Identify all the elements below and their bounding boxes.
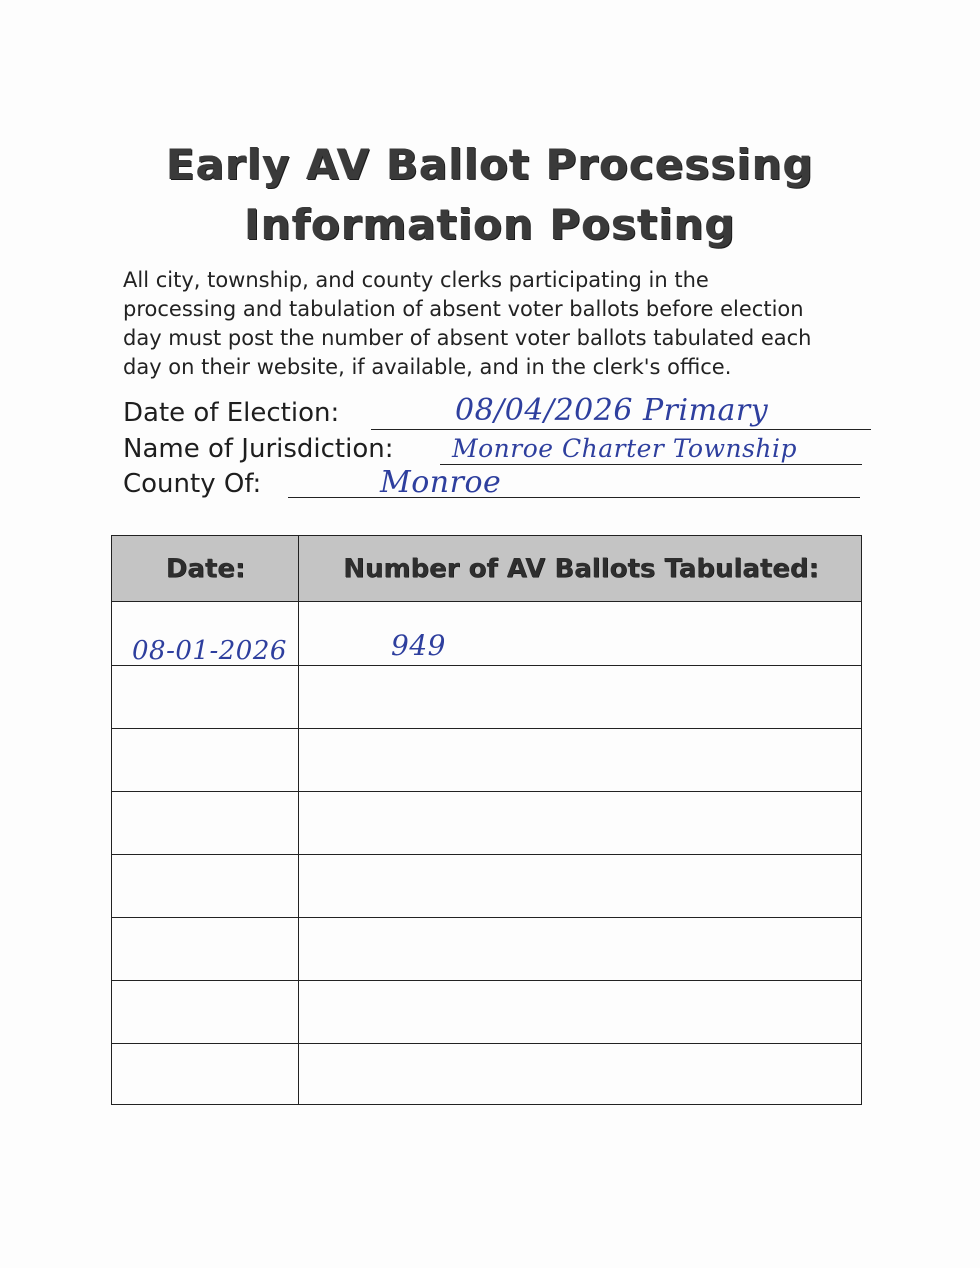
county-value[interactable]: Monroe <box>380 465 502 500</box>
form-title-line-1: Early AV Ballot Processing <box>166 140 814 189</box>
count-cell[interactable] <box>299 792 863 854</box>
instructions-line: day on their website, if available, and in the clerk's office. <box>123 355 732 379</box>
table-row <box>112 602 861 666</box>
date-of-election-label: Date of Election: <box>123 398 340 428</box>
date-cell[interactable] <box>112 792 299 854</box>
column-divider <box>298 536 299 1104</box>
instructions-line: All city, township, and county clerks participating in the <box>123 268 709 292</box>
count-cell[interactable] <box>299 666 863 728</box>
form-title-line-2: Information Posting <box>244 200 736 249</box>
jurisdiction-label: Name of Jurisdiction: <box>123 434 394 464</box>
instructions-paragraph <box>123 266 868 382</box>
table-header <box>112 536 861 602</box>
date-cell-value: 08-01-2026 <box>132 636 287 666</box>
instructions-line: processing and tabulation of absent voter ballots before election <box>123 297 804 321</box>
table-row <box>112 729 861 792</box>
table-row <box>112 855 861 918</box>
count-cell[interactable] <box>299 602 863 665</box>
count-cell[interactable] <box>299 981 863 1043</box>
date-cell[interactable] <box>112 602 299 665</box>
table-row <box>112 981 861 1044</box>
date-cell[interactable] <box>112 1044 299 1103</box>
tabulation-table <box>111 535 862 1105</box>
count-cell[interactable] <box>299 729 863 791</box>
date-cell[interactable] <box>112 855 299 917</box>
count-cell[interactable] <box>299 1044 863 1103</box>
date-of-election-line <box>371 429 871 430</box>
jurisdiction-value[interactable]: Monroe Charter Township <box>452 434 798 463</box>
date-cell[interactable] <box>112 981 299 1043</box>
count-cell-value: 949 <box>391 629 446 662</box>
date-of-election-value[interactable]: 08/04/2026 Primary <box>455 393 769 428</box>
count-cell[interactable] <box>299 918 863 980</box>
table-row <box>112 918 861 981</box>
jurisdiction-line <box>440 464 862 465</box>
date-cell[interactable] <box>112 729 299 791</box>
date-cell[interactable] <box>112 918 299 980</box>
county-line <box>288 497 860 498</box>
table-row <box>112 1044 861 1103</box>
date-column-header: Date: <box>165 554 246 584</box>
table-row <box>112 792 861 855</box>
instructions-line: day must post the number of absent voter ballots tabulated each <box>123 326 812 350</box>
table-row <box>112 666 861 729</box>
count-cell[interactable] <box>299 855 863 917</box>
date-cell[interactable] <box>112 666 299 728</box>
county-label: County Of: <box>123 469 262 499</box>
count-column-header: Number of AV Ballots Tabulated: <box>343 554 819 584</box>
